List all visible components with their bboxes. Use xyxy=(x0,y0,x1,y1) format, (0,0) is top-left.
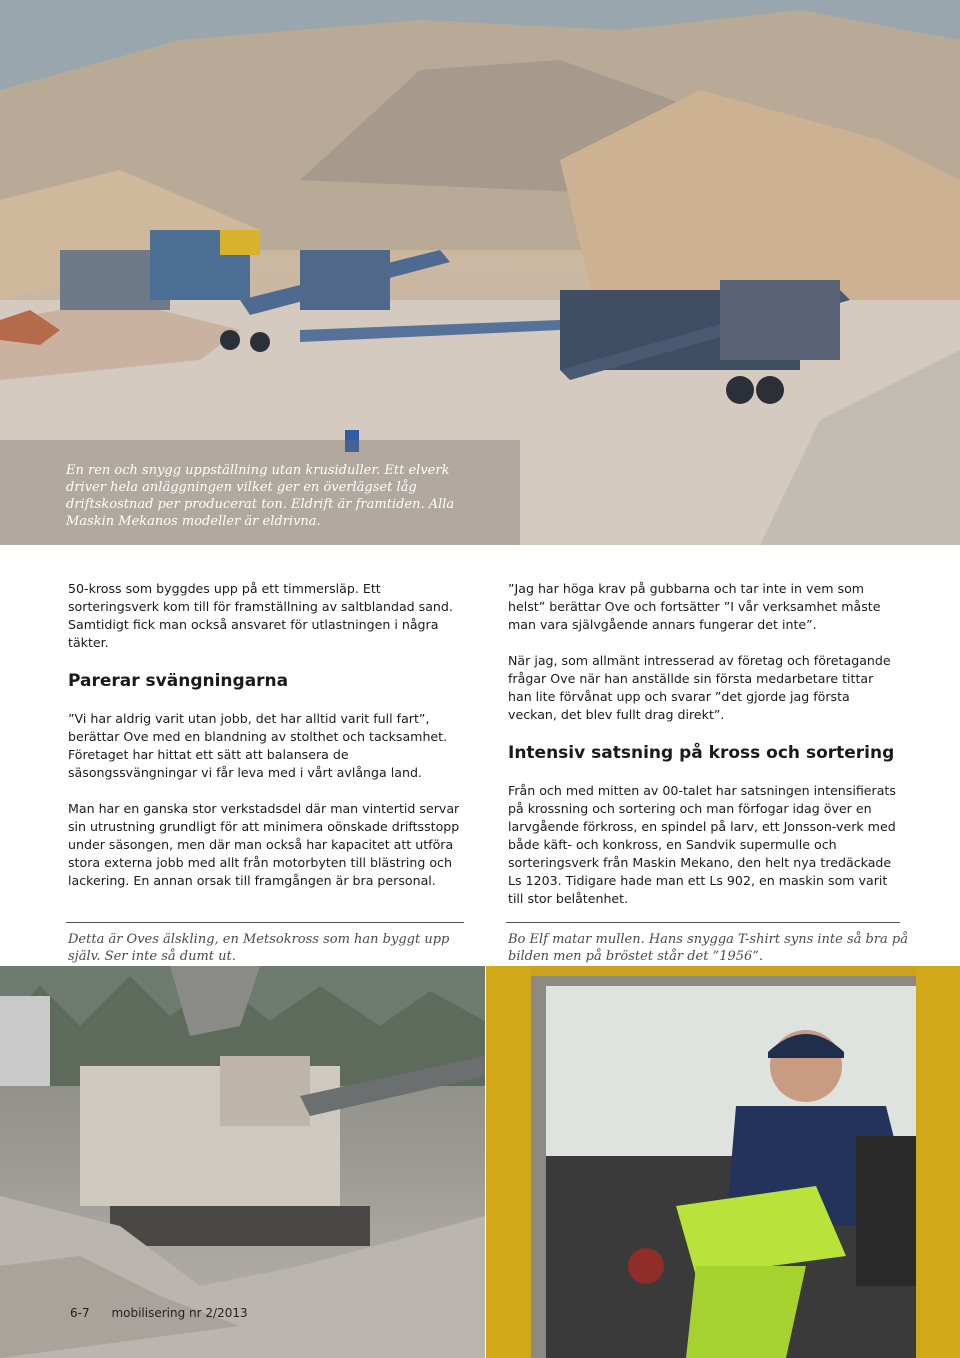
page-numbers: 6-7 xyxy=(70,1306,90,1320)
bottom-left-photo xyxy=(0,966,485,1358)
bottom-right-photo xyxy=(486,966,960,1358)
left-intro-paragraph: 50-kross som byggdes upp på ett timmersläp. Ett sorteringsverk kom till för framställning av saltblandad sand. Samtidigt fick man också ansvaret för utlastningen i några täkter. xyxy=(68,581,453,650)
left-paragraph-1: ”Vi har aldrig varit utan jobb, det har alltid varit full fart”, berättar Ove med en blandning av stolthet och tacksamhet. Företaget har hittat ett sätt att balansera de säsongssvängningar vi får leva med i vårt avlånga land. xyxy=(68,711,448,780)
top-photo xyxy=(0,0,960,545)
right-paragraph-2: Från och med mitten av 00-talet har satsningen intensifierats på krossning och sortering och man förfogar idag över en larvgående förkross, en spindel på larv, ett Jonsson-verk med både käft- och konkross, en Sandvik supermulle och sorteringsverk från Maskin Mekano, den helt nya tredäckade Ls 1203. Tidigare hade man ett Ls 902, en maskin som varit till stor belåtenhet. xyxy=(508,783,896,906)
right-column xyxy=(508,580,898,926)
bottom-right-caption: Bo Elf matar mullen. Hans snygga T-shirt syns inte så bra på bilden men på bröstet står det ”1956”. xyxy=(508,932,909,964)
right-paragraph-1: När jag, som allmänt intresserad av företag och företagande frågar Ove när han anställde sin första medarbetare tittar han lite förvånat upp och svarar ”det gjorde jag första veckan, det blev fullt drag direkt”. xyxy=(508,653,891,722)
operator-cab-illustration xyxy=(486,966,960,1358)
right-quote-paragraph: ”Jag har höga krav på gubbarna och tar inte in vem som helst” berättar Ove och fortsätter ”I vår verksamhet måste man vara självgående annars fungerar det inte”. xyxy=(508,581,881,632)
left-paragraph-2: Man har en ganska stor verkstadsdel där man vintertid servar sin utrustning grundligt för att minimera oönskade driftsstopp under säsongen, men där man också har kapacitet att utföra stora externa jobb med allt från motorbyten till blästring och lackering. En annan orsak till framgången är bra personal. xyxy=(68,801,460,888)
top-photo-caption: En ren och snygg uppställning utan krusiduller. Ett elverk driver hela anläggningen vilket ger en överlägset låg driftskostnad per producerat ton. Eldrift är framtiden. Alla Maskin Mekanos modeller är eldrivna. xyxy=(66,463,455,529)
publication-name: mobilisering nr 2/2013 xyxy=(111,1306,248,1320)
section-heading-intensiv: Intensiv satsning på kross och sortering xyxy=(508,743,895,763)
crusher-illustration xyxy=(0,966,485,1358)
caption-divider-right xyxy=(506,922,900,923)
bottom-left-caption: Detta är Oves älskling, en Metsokross som han byggt upp själv. Ser inte så dumt ut. xyxy=(68,932,450,964)
page-footer xyxy=(70,1306,248,1320)
left-column xyxy=(68,580,460,908)
section-heading-parerar: Parerar svängningarna xyxy=(68,671,289,691)
caption-divider-left xyxy=(66,922,464,923)
